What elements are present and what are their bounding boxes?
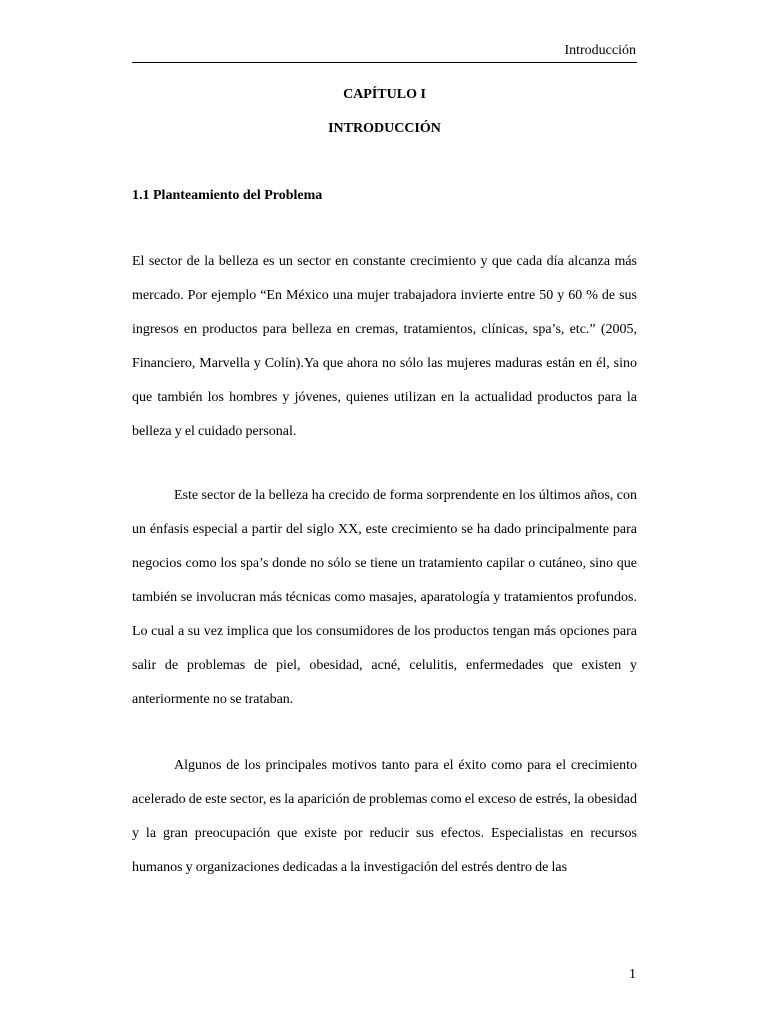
header-rule — [132, 62, 637, 63]
paragraph: El sector de la belleza es un sector en constante crecimiento y que cada día alcanza más mercado. Por ejemplo “En México una mujer trabajadora invierte entre 50 y 60 % de sus ingresos en productos para belleza en cremas, tratamientos, clínicas, spa’s, etc.” (2005, Financiero, Marvella y Colín).Ya que ahora no sólo las mujeres maduras están en él, sino que también los hombres y jóvenes, quienes utilizan en la actualidad productos para la belleza y el cuidado personal. — [132, 254, 637, 439]
paragraph: Este sector de la belleza ha crecido de forma sorprendente en los últimos años, con un énfasis especial a partir del siglo XX, este crecimiento se ha dado principalmente para negocios como los spa’s donde no sólo se tiene un tratamiento capilar o cutáneo, sino que también se involucran más técnicas como masajes, aparatología y tratamientos profundos. Lo cual a su vez implica que los consumidores de los productos tengan más opciones para salir de problemas de piel, obesidad, acné, celulitis, enfermedades que existen y anteriormente no se trataban. — [132, 488, 637, 707]
chapter-title: INTRODUCCIÓN — [328, 121, 441, 136]
running-header: Introducción — [564, 43, 636, 58]
chapter-label: CAPÍTULO I — [343, 87, 426, 102]
section-heading: 1.1 Planteamiento del Problema — [132, 188, 323, 203]
page-number: 1 — [629, 967, 636, 982]
paragraph: Algunos de los principales motivos tanto para el éxito como para el crecimiento acelerado de este sector, es la aparición de problemas como el exceso de estrés, la obesidad y la gran preocupación que existe por reducir sus efectos. Especialistas en recursos humanos y organizaciones dedicadas a la investigación del estrés dentro de las — [132, 758, 637, 875]
